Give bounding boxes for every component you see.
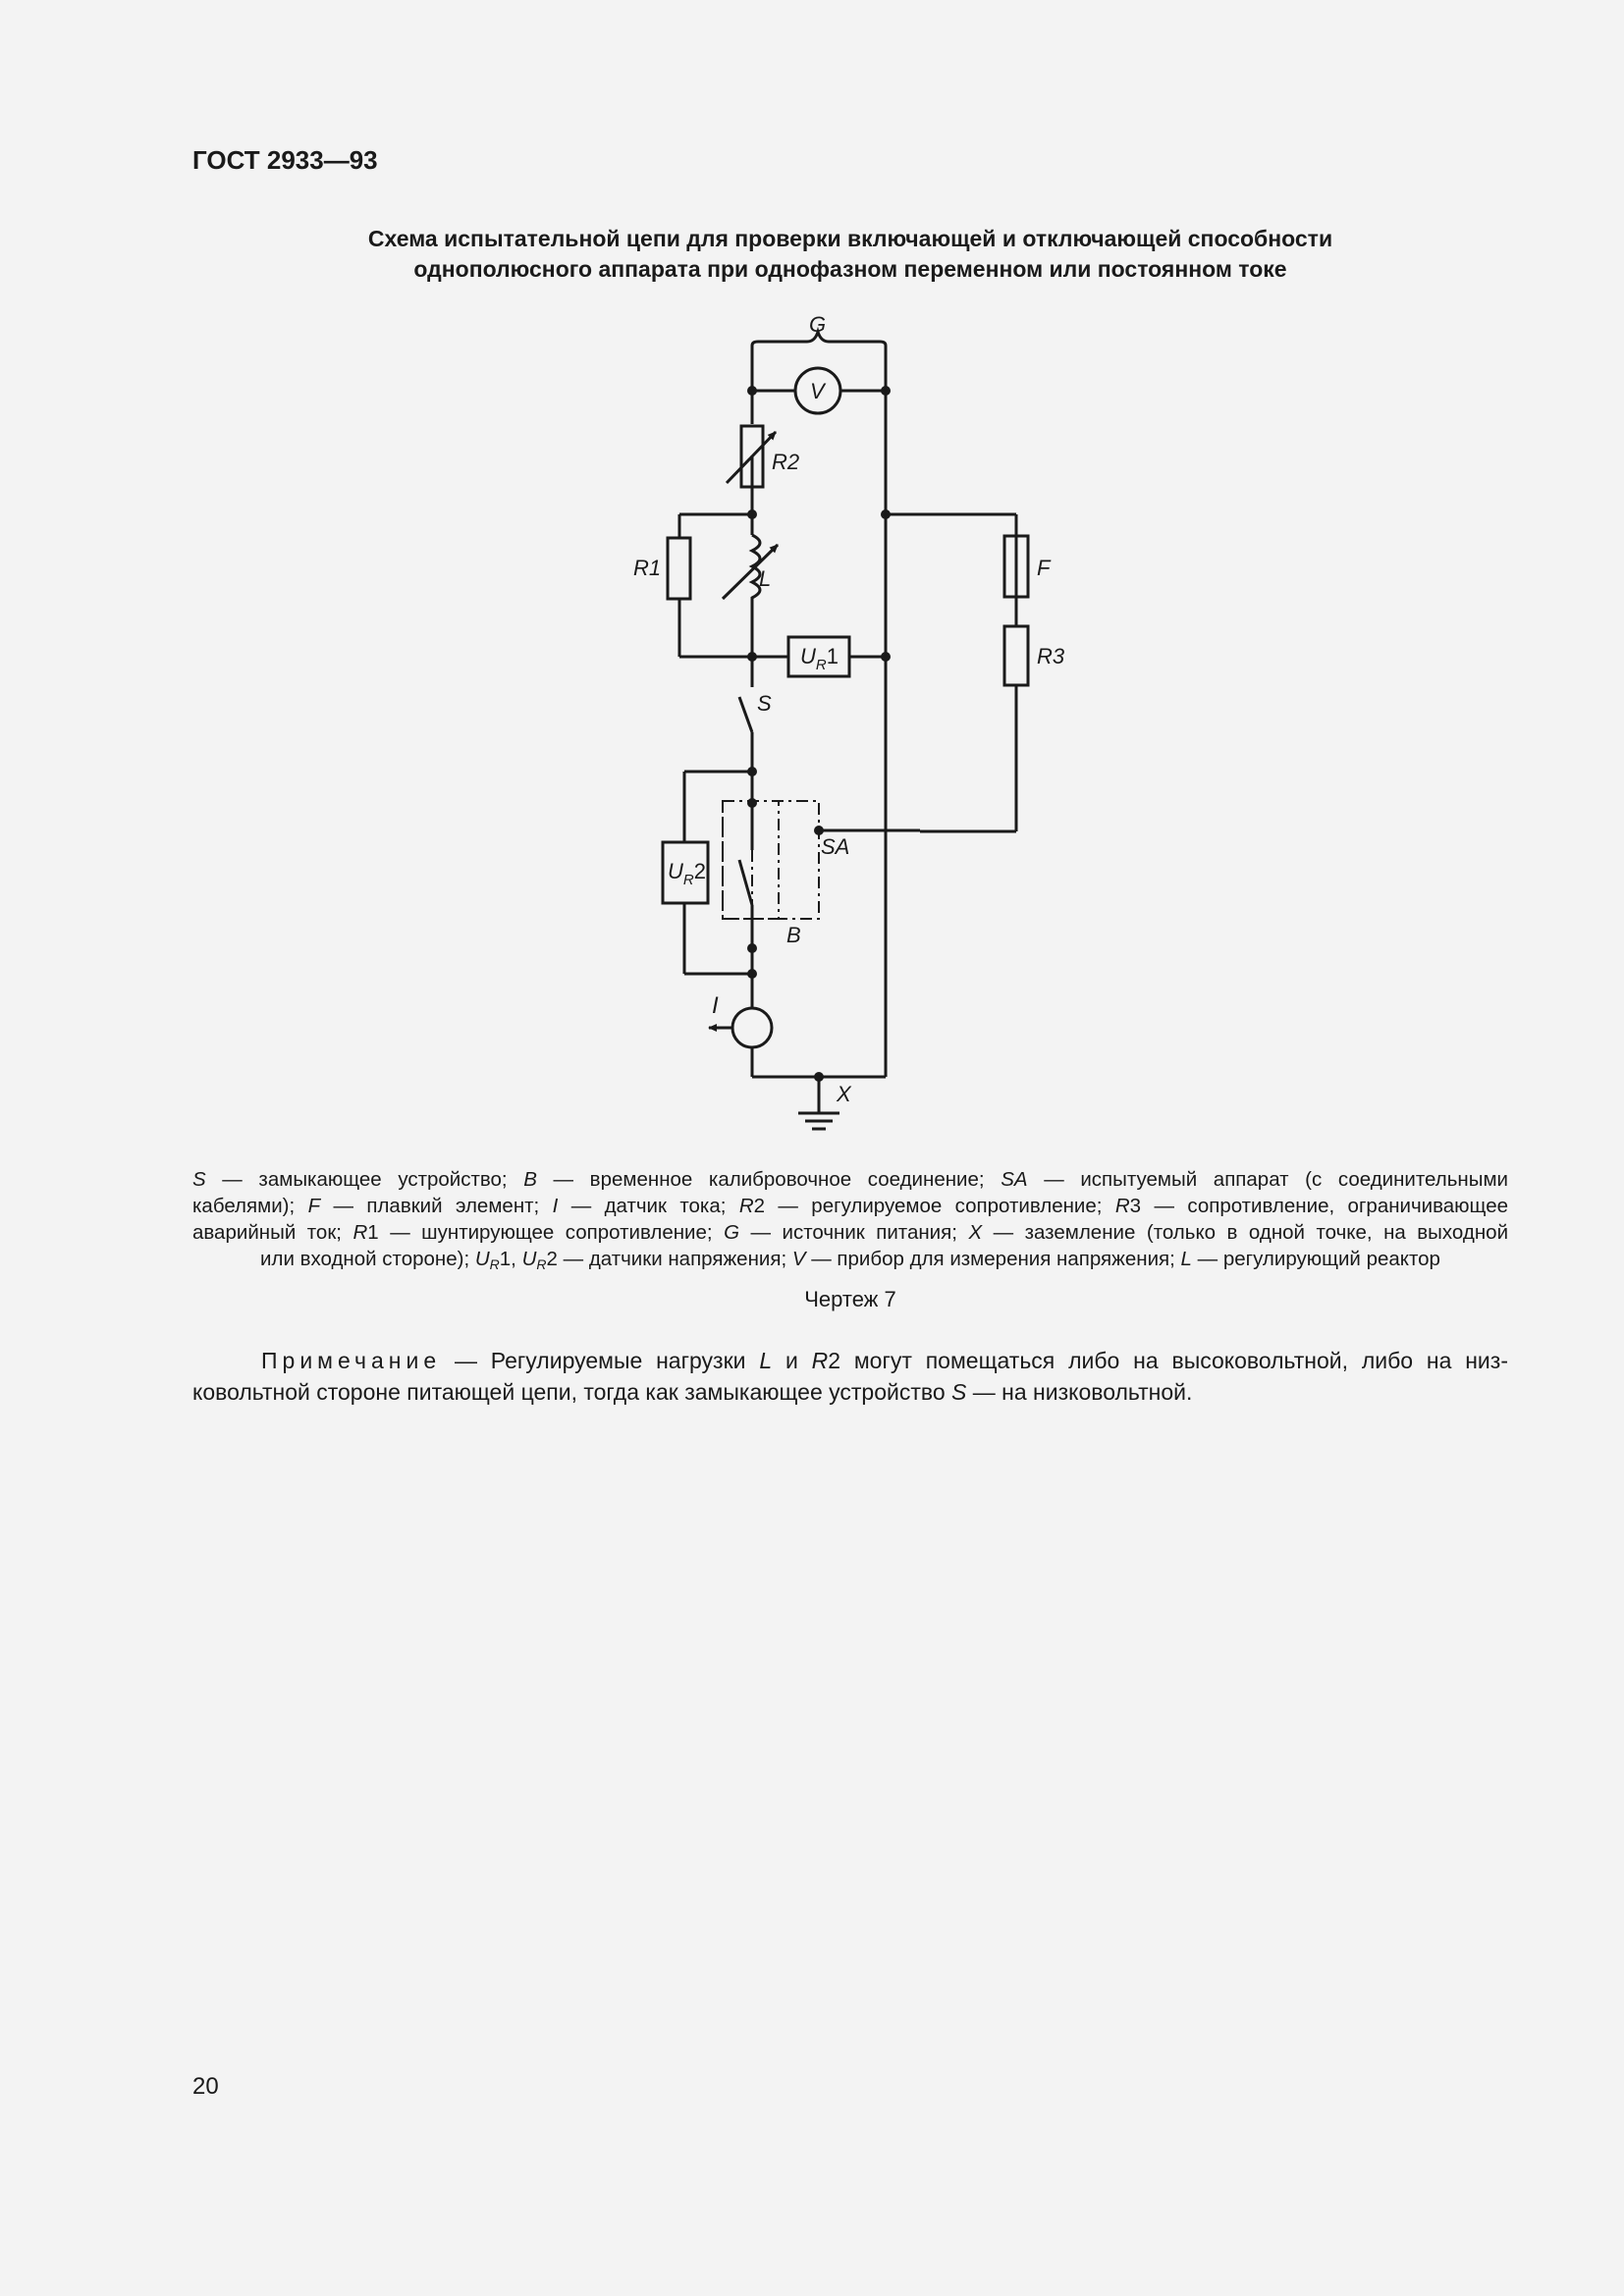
figure-title-line-2: однополюсного аппарата при однофазном переменном или постоянном токе [413,256,1287,282]
reactor-l-symbol [752,535,760,657]
legend-line-4: или входной стороне); $U_R1$, $U_R2$ — датчики напряжения; V — прибор для измерения напряжения; L — регулирующий реактор [260,1248,1440,1272]
tested-device-sa-contact [739,860,752,905]
tested-device-sa-box [723,801,819,919]
note-word: Примечание [261,1348,442,1373]
label-l: L [759,566,772,591]
label-ur2: $U_R2$ [668,859,706,888]
label-v: V [810,379,825,403]
note-line-1: Примечание — Регулируемые нагрузки L и R2 могут помещаться либо на высоковольтной, либо на низ- [261,1348,1508,1373]
label-f: F [1037,556,1051,580]
legend-line-2: кабелями); F — плавкий элемент; I — датчик тока; R2 — регулируемое сопротивление; R3 — сопротивление, ограничивающее [192,1195,1508,1217]
label-r2: R2 [772,450,800,474]
resistor-r3-symbol [1004,626,1028,685]
figure-legend [192,1166,1508,1272]
standard-header: ГОСТ 2933—93 [192,145,378,175]
note-line-2: ковольтной стороне питающей цепи, тогда как замыкающее устройство S — на низковольтной. [192,1379,1193,1405]
legend-line-3: аварийный ток; R1 — шунтирующее сопротивление; G — источник питания; X — заземление (только в одной точке, на выходной [192,1221,1509,1244]
label-r1: R1 [633,556,662,580]
label-b: B [786,923,801,947]
label-ur1: $U_R1$ [800,644,839,673]
test-circuit-diagram [589,304,1065,1139]
figure-title [192,224,1508,285]
switch-s-symbol [739,697,752,732]
label-i: I [712,992,719,1019]
label-sa: SA [821,834,850,859]
note-paragraph [192,1345,1508,1408]
label-r3: R3 [1037,644,1065,668]
legend-line-1: S — замыкающее устройство; B — временное калибровочное соединение; SA — испытуемый аппарат (с соединительными [192,1168,1509,1191]
figure-caption: Чертеж 7 [804,1287,896,1311]
label-x: X [837,1082,851,1106]
label-s: S [757,691,772,716]
label-g: G [809,312,827,337]
page-number: 20 [192,2073,219,2100]
figure-title-line-1: Схема испытательной цепи для проверки включающей и отключающей способности [367,226,1333,251]
current-sensor-i-symbol [732,1008,772,1047]
resistor-r1-symbol [668,538,690,599]
